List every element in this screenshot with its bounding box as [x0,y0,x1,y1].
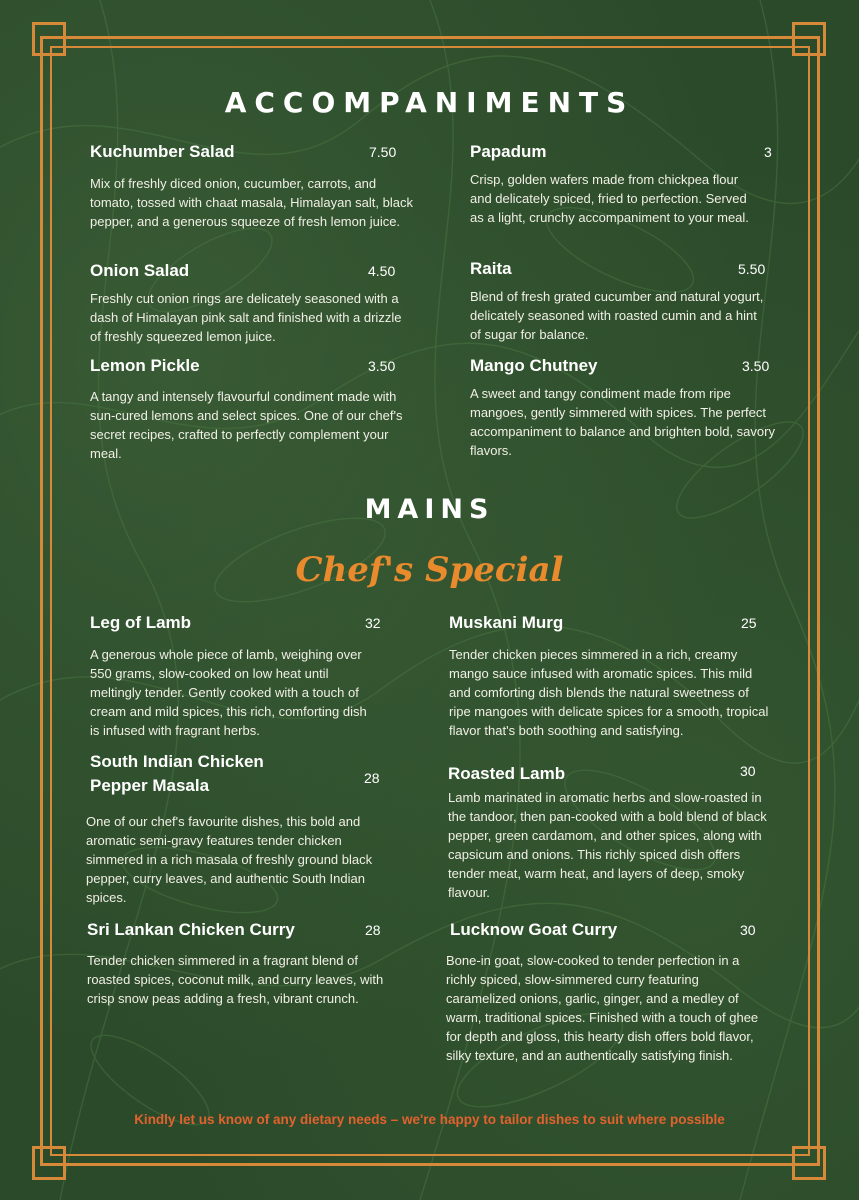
item-name: Lucknow Goat Curry [450,920,618,939]
item-price: 3 [764,144,772,160]
menu-item [470,140,790,250]
item-name: Roasted Lamb [448,764,566,783]
item-name: Lemon Pickle [90,356,200,375]
menu-item [90,140,420,250]
menu-item [86,750,396,910]
menu-item [449,611,779,741]
corner-ornament-bottom-right [792,1146,826,1180]
item-price: 3.50 [742,358,770,374]
item-name: Muskani Murg [449,613,564,632]
menu-item [90,354,420,464]
item-price: 32 [365,615,381,631]
accompaniments-title: ACCOMPANIMENTS [224,86,635,119]
item-description: Blend of fresh grated cucumber and natural yogurt, delicately seasoned with roasted cumin and a hint of sugar for balance. [470,289,764,342]
menu-item [90,259,420,349]
item-description: Lamb marinated in aromatic herbs and slow-roasted in the tandoor, then pan-cooked with a bold blend of black pepper, green cardamom, and other spices, along with capsicum and onions. This richly spiced dish offers tender meat, warm heat, and layers of deep, smoky flavour. [448,790,767,900]
mains-title: MAINS [364,494,495,525]
item-price: 5.50 [738,261,766,277]
item-description: Tender chicken pieces simmered in a rich, creamy mango sauce infused with aromatic spices. This mild and comforting dish blends the natural sweetness of ripe mangoes with delicate spices for a smooth, tropical flavor that's both soothing and satisfying. [449,647,769,738]
item-name: Onion Salad [90,261,190,280]
menu-item [448,762,778,912]
item-name: Kuchumber Salad [90,142,235,161]
menu-item [446,918,776,1088]
item-description: Crisp, golden wafers made from chickpea flour and delicately spiced, fried to perfection. Served as a light, crunchy accompaniment to your meal. [470,172,749,225]
item-price: 25 [741,615,757,631]
item-price: 4.50 [368,263,396,279]
item-price: 28 [365,922,381,938]
item-name: Leg of Lamb [90,613,192,632]
menu-item [470,257,790,347]
item-description: A sweet and tangy condiment made from ripe mangoes, gently simmered with spices. The perfect accompaniment to balance and brighten bold, savory flavors. [470,386,775,458]
item-name: Raita [470,259,512,278]
corner-ornament-bottom-left [32,1146,66,1180]
item-price: 7.50 [369,144,397,160]
item-price: 3.50 [368,358,396,374]
item-description: A tangy and intensely flavourful condiment made with sun-cured lemons and select spices. One of our chef's secret recipes, crafted to perfectly complement your meal. [90,389,403,461]
corner-ornament-top-left [32,22,66,56]
item-name: Sri Lankan Chicken Curry [87,920,295,939]
item-name: South Indian Chicken Pepper Masala [90,752,264,795]
item-description: Freshly cut onion rings are delicately seasoned with a dash of Himalayan pink salt and finished with a drizzle of freshly squeezed lemon juice. [90,291,402,344]
menu-item [90,611,390,741]
item-name: Papadum [470,142,547,161]
item-description: Bone-in goat, slow-cooked to tender perfection in a richly spiced, slow-simmered curry featuring caramelized onions, garlic, ginger, and a medley of warm, traditional spices. Finished with a touch of ghee for depth and gloss, this hearty dish offers bold flavor, silky texture, and an authentically satisfying finish. [446,953,759,1063]
item-price: 28 [364,770,380,786]
item-price: 30 [740,763,756,779]
item-price: 30 [740,922,756,938]
dietary-note: Kindly let us know of any dietary needs – we're happy to tailor dishes to suit where possible [134,1112,725,1127]
item-description: Mix of freshly diced onion, cucumber, carrots, and tomato, tossed with chaat masala, Himalayan salt, black pepper, and a generous squeeze of fresh lemon juice. [90,176,413,229]
chefs-special-subtitle: Chef's Special [295,550,564,590]
item-description: One of our chef's favourite dishes, this bold and aromatic semi-gravy features tender chicken simmered in a rich masala of freshly ground black pepper, curry leaves, and authentic South Indian spices. [86,814,373,905]
item-description: Tender chicken simmered in a fragrant blend of roasted spices, coconut milk, and curry leaves, with crisp snow peas adding a fresh, vibrant crunch. [87,953,384,1006]
menu-item [87,918,397,1018]
item-name: Mango Chutney [470,356,598,375]
corner-ornament-top-right [792,22,826,56]
menu-item [470,354,790,464]
item-description: A generous whole piece of lamb, weighing over 550 grams, slow-cooked on low heat until meltingly tender. Gently cooked with a touch of cream and mild spices, this rich, comforting dish is infused with fragrant herbs. [90,647,367,738]
